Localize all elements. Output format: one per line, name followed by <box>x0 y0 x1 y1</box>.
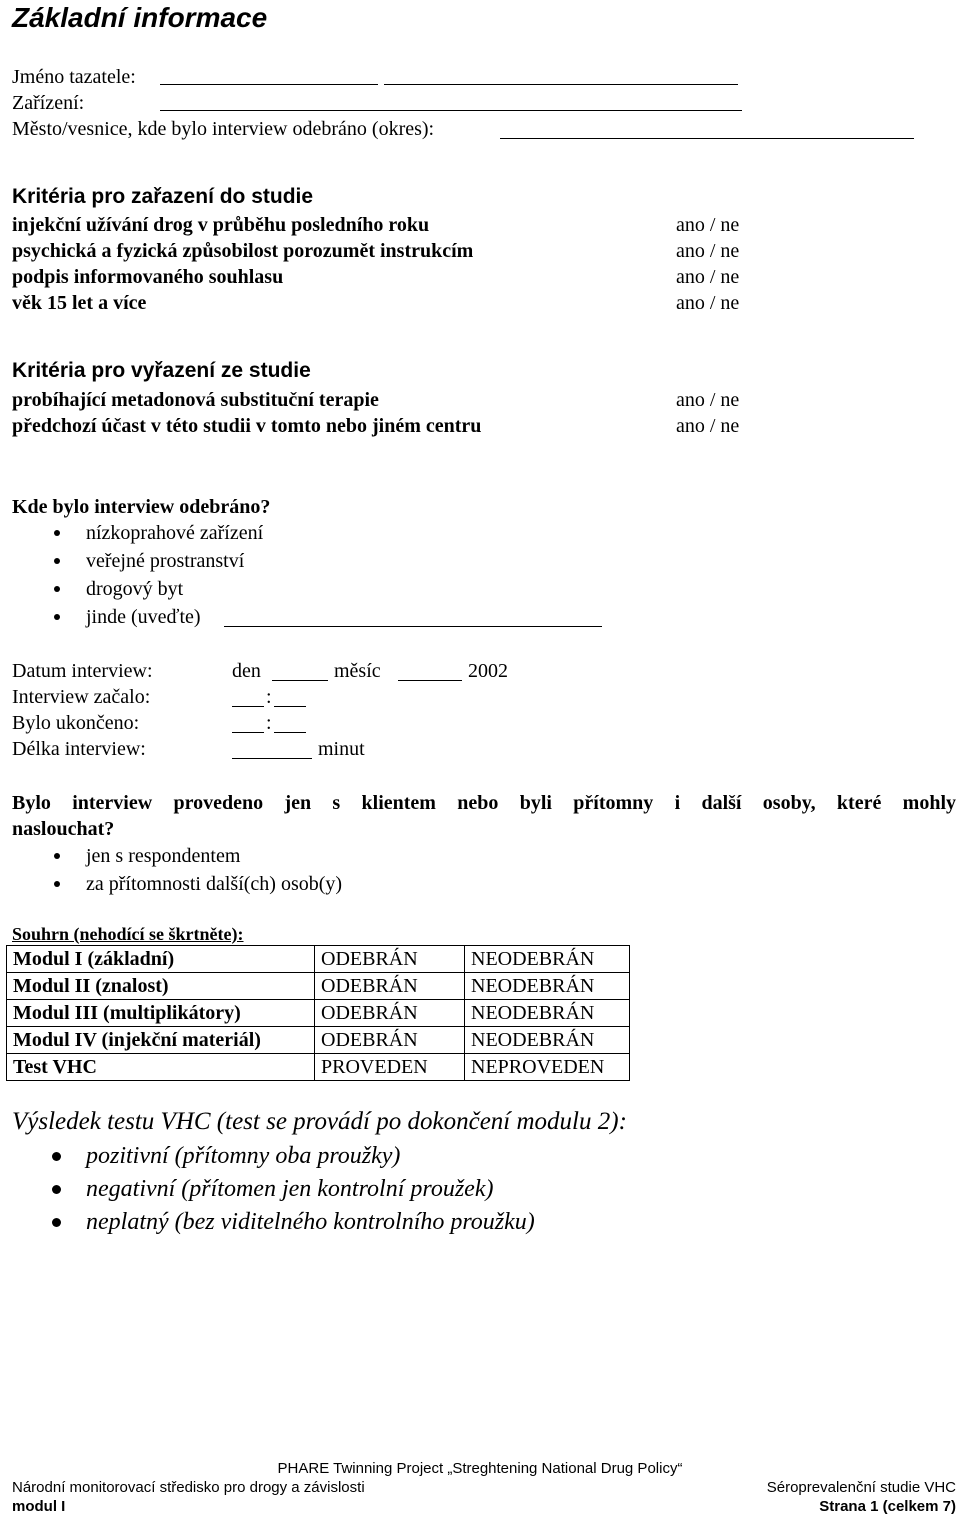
location-option[interactable]: nízkoprahové zařízení <box>86 522 264 544</box>
table-row <box>7 973 630 1000</box>
start-minute-line[interactable] <box>274 706 306 707</box>
module-no[interactable]: NEODEBRÁN <box>465 973 630 1000</box>
inclusion-item: injekční užívání drog v průběhu posledního roku <box>12 214 430 236</box>
end-colon: : <box>266 712 272 734</box>
exclusion-item: probíhající metadonová substituční terapie <box>12 389 379 411</box>
exclusion-answer[interactable]: ano / ne <box>676 389 740 411</box>
exclusion-heading: Kritéria pro vyřazení ze studie <box>12 359 311 382</box>
footer-left-1: Národní monitorovací středisko pro drogy a závislosti <box>12 1479 365 1496</box>
presence-option[interactable]: jen s respondentem <box>86 845 241 867</box>
table-row <box>7 1054 630 1081</box>
inclusion-answer[interactable]: ano / ne <box>676 214 740 236</box>
footer-right-2: Strana 1 (celkem 7) <box>819 1498 956 1515</box>
minut-label: minut <box>318 738 365 760</box>
vhc-option[interactable]: neplatný (bez viditelného kontrolního proužku) <box>86 1209 535 1235</box>
year-label: 2002 <box>468 660 508 682</box>
den-label: den <box>232 660 261 682</box>
module-name: Modul III (multiplikátory) <box>7 1000 315 1027</box>
end-label: Bylo ukončeno: <box>12 712 140 734</box>
start-label: Interview začalo: <box>12 686 151 708</box>
module-name: Modul IV (injekční materiál) <box>7 1027 315 1054</box>
bullet-icon <box>52 1185 61 1194</box>
location-option[interactable]: veřejné prostranství <box>86 550 245 572</box>
bullet-icon <box>54 586 60 592</box>
end-hour-line[interactable] <box>232 732 264 733</box>
length-line[interactable] <box>232 758 312 759</box>
module-name: Modul II (znalost) <box>7 973 315 1000</box>
location-question: Kde bylo interview odebráno? <box>12 496 271 518</box>
date-label: Datum interview: <box>12 660 153 682</box>
start-colon: : <box>266 686 272 708</box>
module-yes[interactable]: ODEBRÁN <box>315 946 465 973</box>
module-name: Modul I (základní) <box>7 946 315 973</box>
bullet-icon <box>54 881 60 887</box>
bullet-icon <box>54 853 60 859</box>
location-option[interactable]: jinde (uveďte) <box>86 606 201 628</box>
module-yes[interactable]: ODEBRÁN <box>315 1000 465 1027</box>
page-title: Základní informace <box>12 2 268 33</box>
city-line[interactable] <box>500 138 914 139</box>
bullet-icon <box>54 558 60 564</box>
end-minute-line[interactable] <box>274 732 306 733</box>
inclusion-answer[interactable]: ano / ne <box>676 292 740 314</box>
presence-question-cont: naslouchat? <box>12 818 115 840</box>
module-yes[interactable]: ODEBRÁN <box>315 1027 465 1054</box>
location-other-line[interactable] <box>224 626 602 627</box>
vhc-option[interactable]: negativní (přítomen jen kontrolní proužek) <box>86 1176 494 1202</box>
bullet-icon <box>54 614 60 620</box>
vhc-option[interactable]: pozitivní (přítomny oba proužky) <box>86 1143 401 1169</box>
den-line[interactable] <box>272 680 328 681</box>
city-label: Město/vesnice, kde bylo interview odebráno (okres): <box>12 118 435 140</box>
facility-line[interactable] <box>160 110 742 111</box>
interviewer-label: Jméno tazatele: <box>12 66 136 88</box>
summary-table <box>6 945 630 1081</box>
module-no[interactable]: NEODEBRÁN <box>465 946 630 973</box>
facility-label: Zařízení: <box>12 92 85 114</box>
inclusion-heading: Kritéria pro zařazení do studie <box>12 185 314 208</box>
bullet-icon <box>52 1218 61 1227</box>
presence-option[interactable]: za přítomnosti další(ch) osob(y) <box>86 873 343 895</box>
presence-question: Bylo interview provedeno jen s klientem nebo byli přítomny i další osoby, které mohly <box>12 792 956 814</box>
module-yes[interactable]: ODEBRÁN <box>315 973 465 1000</box>
interviewer-line-2[interactable] <box>384 84 738 85</box>
footer-left-2: modul I <box>12 1498 66 1515</box>
table-row <box>7 1000 630 1027</box>
length-label: Délka interview: <box>12 738 146 760</box>
table-row <box>7 1027 630 1054</box>
location-option[interactable]: drogový byt <box>86 578 184 600</box>
inclusion-answer[interactable]: ano / ne <box>676 266 740 288</box>
module-yes[interactable]: PROVEDEN <box>315 1054 465 1081</box>
inclusion-item: podpis informovaného souhlasu <box>12 266 284 288</box>
module-no[interactable]: NEPROVEDEN <box>465 1054 630 1081</box>
inclusion-item: psychická a fyzická způsobilost porozumět instrukcím <box>12 240 474 262</box>
mesic-label: měsíc <box>334 660 381 682</box>
module-no[interactable]: NEODEBRÁN <box>465 1000 630 1027</box>
inclusion-answer[interactable]: ano / ne <box>676 240 740 262</box>
footer-project: PHARE Twinning Project „Streghtening National Drug Policy“ <box>277 1460 683 1477</box>
interviewer-line-1[interactable] <box>160 84 378 85</box>
module-no[interactable]: NEODEBRÁN <box>465 1027 630 1054</box>
exclusion-item: předchozí účast v této studii v tomto nebo jiném centru <box>12 415 482 437</box>
bullet-icon <box>52 1152 61 1161</box>
exclusion-answer[interactable]: ano / ne <box>676 415 740 437</box>
footer-right-1: Séroprevalenční studie VHC <box>766 1479 956 1496</box>
mesic-line[interactable] <box>398 680 462 681</box>
module-name: Test VHC <box>7 1054 315 1081</box>
bullet-icon <box>54 530 60 536</box>
summary-heading: Souhrn (nehodící se škrtněte): <box>12 924 244 944</box>
vhc-heading: Výsledek testu VHC (test se provádí po dokončení modulu 2): <box>12 1108 627 1135</box>
start-hour-line[interactable] <box>232 706 264 707</box>
table-row <box>7 946 630 973</box>
inclusion-item: věk 15 let a více <box>12 292 147 314</box>
